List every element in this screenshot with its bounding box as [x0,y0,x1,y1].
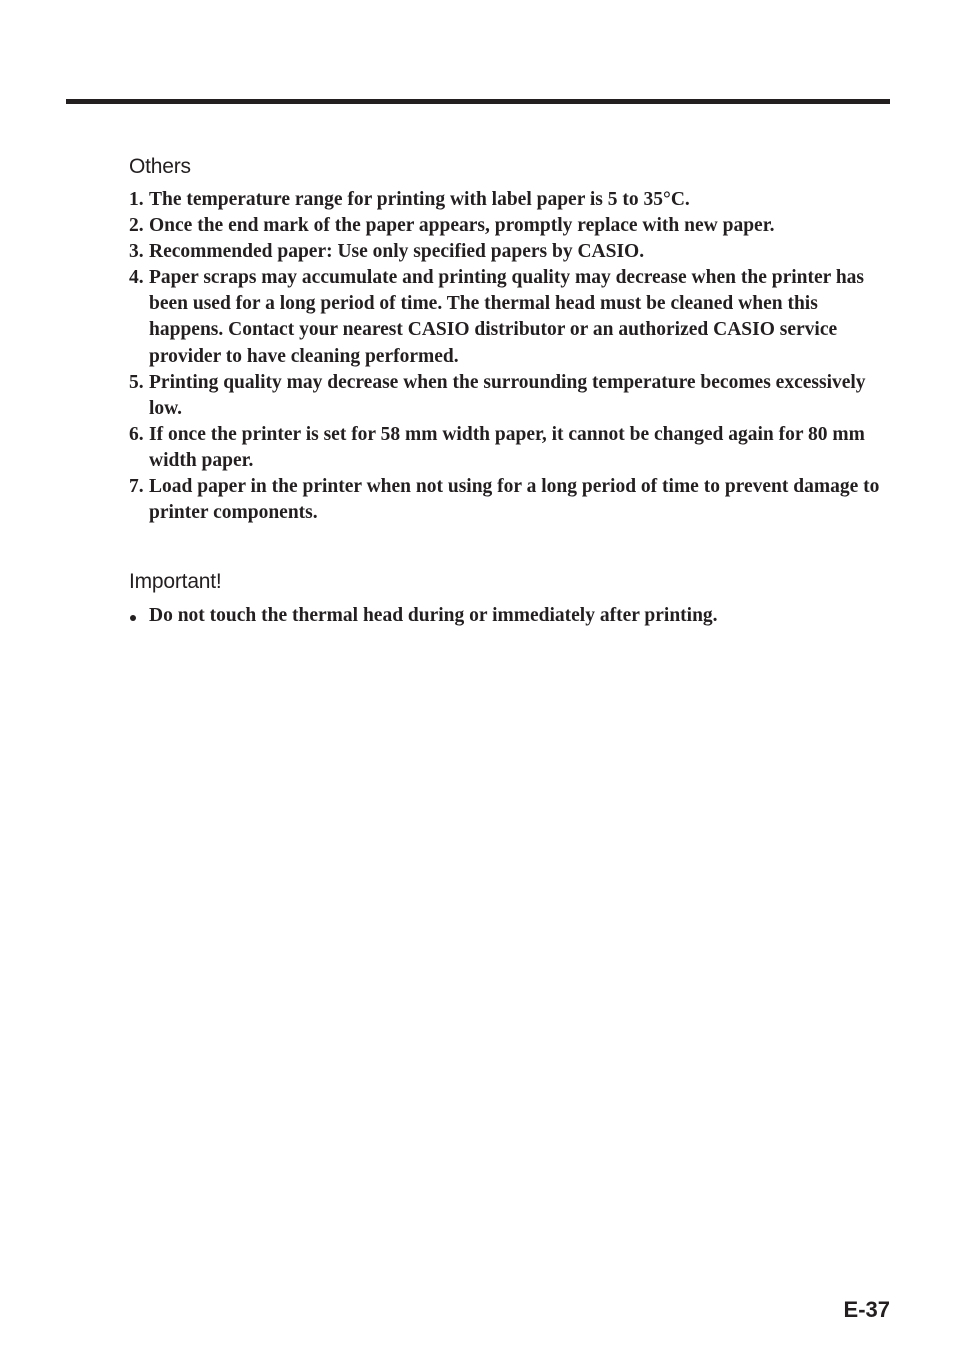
item-number: 7. [129,476,144,498]
others-item-6 [129,422,889,474]
item-number: 3. [129,241,144,263]
others-item-2 [129,213,889,239]
item-number: 4. [129,267,144,289]
important-item-1 [129,603,889,629]
section-heading-others: Others [129,155,191,178]
others-item-3 [129,239,889,265]
item-text: Paper scraps may accumulate and printing quality may decrease when the printer has been used for a long period of time. The thermal head must be cleaned when this happens. Contact your nearest CASIO distributor or an authorized CASIO service provider to have cleaning performed. [149,267,864,367]
page-number: E-37 [843,1297,890,1322]
bullet-icon [130,615,136,621]
item-text: Load paper in the printer when not using for a long period of time to prevent damage to printer components. [149,476,880,524]
item-text: Printing quality may decrease when the surrounding temperature becomes excessively low. [149,371,866,419]
others-list [129,187,889,526]
item-text: Recommended paper: Use only specified papers by CASIO. [149,241,645,263]
item-text: The temperature range for printing with label paper is 5 to 35°C. [149,189,690,210]
item-number: 6. [129,423,144,445]
item-text: Do not touch the thermal head during or immediately after printing. [149,605,718,626]
top-rule [66,99,890,104]
important-list [129,603,889,629]
others-item-7 [129,474,889,526]
others-item-4 [129,265,889,369]
item-text: If once the printer is set for 58 mm width paper, it cannot be changed again for 80 mm width paper. [149,423,865,471]
item-number: 5. [129,371,144,393]
item-text: Once the end mark of the paper appears, promptly replace with new paper. [149,215,775,237]
section-heading-important: Important! [129,570,222,593]
item-number: 1. [129,189,144,210]
others-item-5 [129,370,889,422]
others-item-1 [129,187,889,213]
item-number: 2. [129,215,144,237]
